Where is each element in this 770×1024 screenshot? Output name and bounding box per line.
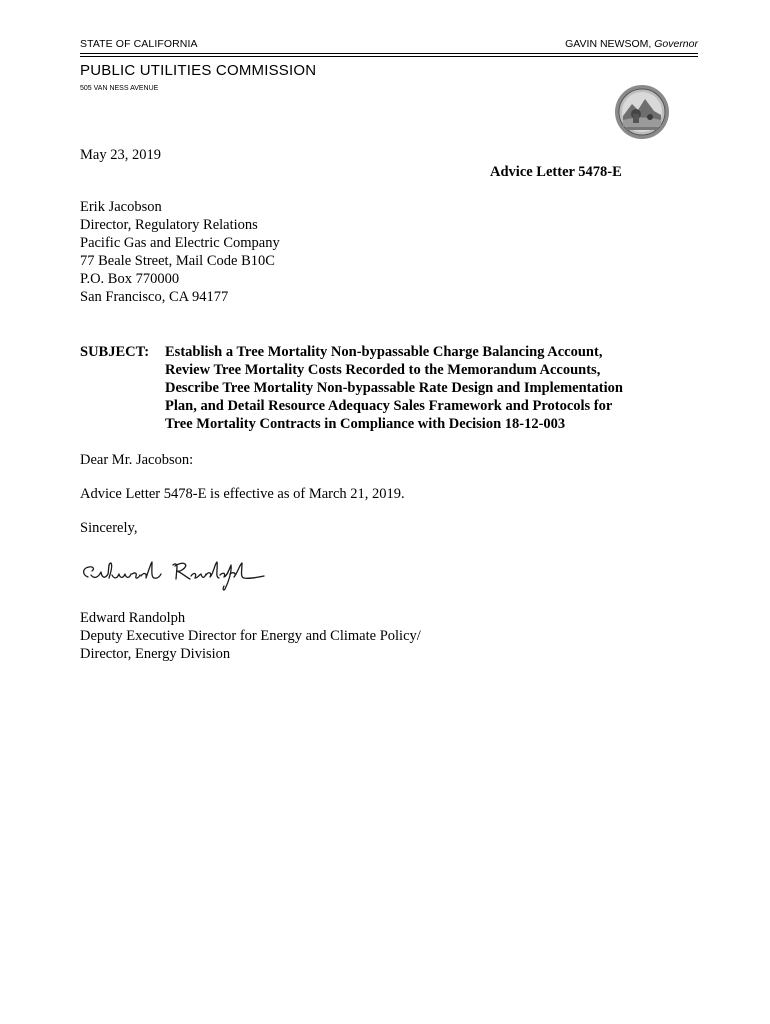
- governor-header: [565, 38, 698, 50]
- subject-line: Establish a Tree Mortality Non-bypassable Charge Balancing Account,: [165, 344, 603, 360]
- recipient-address-block: [80, 198, 280, 306]
- signer-title: Deputy Executive Director for Energy and Climate Policy/: [80, 628, 421, 644]
- state-header: STATE OF CALIFORNIA: [80, 38, 198, 50]
- agency-address: 505 VAN NESS AVENUE: [80, 85, 159, 92]
- agency-name: PUBLIC UTILITIES COMMISSION: [80, 62, 317, 79]
- subject-label: SUBJECT:: [80, 344, 150, 360]
- subject-text: [165, 343, 685, 433]
- recipient-line: Erik Jacobson: [80, 199, 162, 215]
- header-rule-top: [80, 53, 698, 54]
- state-seal-icon: [614, 84, 670, 140]
- signer-block: [80, 609, 421, 663]
- governor-name: GAVIN NEWSOM,: [565, 38, 652, 50]
- advice-letter-number: Advice Letter 5478-E: [490, 164, 622, 180]
- subject-line: Plan, and Detail Resource Adequacy Sales Framework and Protocols for: [165, 398, 613, 414]
- letter-date: May 23, 2019: [80, 147, 161, 163]
- recipient-line: Pacific Gas and Electric Company: [80, 235, 280, 251]
- signer-name: Edward Randolph: [80, 610, 186, 626]
- subject-line: Tree Mortality Contracts in Compliance with Decision 18-12-003: [165, 416, 566, 432]
- governor-role: Governor: [654, 38, 698, 50]
- header-rule-bottom: [80, 56, 698, 57]
- subject-line: Describe Tree Mortality Non-bypassable Rate Design and Implementation: [165, 380, 623, 396]
- salutation: Dear Mr. Jacobson:: [80, 452, 194, 468]
- recipient-line: P.O. Box 770000: [80, 271, 180, 287]
- subject-line: Review Tree Mortality Costs Recorded to the Memorandum Accounts,: [165, 362, 601, 378]
- complimentary-closing: Sincerely,: [80, 520, 138, 536]
- recipient-line: 77 Beale Street, Mail Code B10C: [80, 253, 275, 269]
- handwritten-signature: [78, 555, 278, 595]
- signer-title: Director, Energy Division: [80, 646, 231, 662]
- letter-body: Advice Letter 5478-E is effective as of March 21, 2019.: [80, 486, 405, 502]
- recipient-line: San Francisco, CA 94177: [80, 289, 229, 305]
- recipient-line: Director, Regulatory Relations: [80, 217, 258, 233]
